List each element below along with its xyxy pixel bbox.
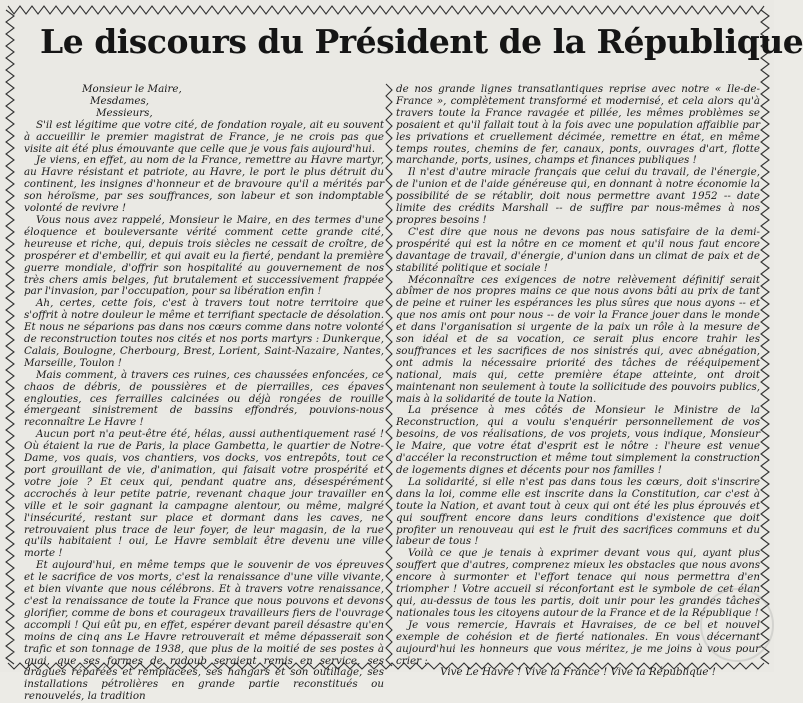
salutation-line: Mesdames,	[90, 94, 150, 107]
salutation-line: Monsieur le Maire,	[82, 83, 182, 95]
salutation-line: Messieurs,	[96, 106, 153, 119]
paragraph: S'il est légitime que votre cité, de fondation royale, ait eu souvent à accueillir le premier magistrat de France, je ne crois pas que visite ait été plus émouvante que celle que je vous fais aujourd'hui.	[24, 118, 384, 155]
archive-stamp	[700, 588, 774, 662]
paragraph: Et aujourd'hui, en même temps que le souvenir de vos épreuves et le sacrifice de vos morts, c'est la renaissance d'une ville vivante, et bien vivante que nous célébrons. Et à travers votre renaissance, c'est la renaissance de toute la France que nous pouvons et devons glorifier, comme de bons et courageux travailleurs fiers de l'ouvrage accompli ! Qui eût pu, en effet, espérer devant pareil désastre qu'en moins de cinq ans Le Havre retrouverait et même dépasserait son trafic et son tonnage de 1938, que plus de la moitié de ses postes à quai, que ses formes de radoub seraient remis en service, ses dragues réparées et remplacées, ses hangars et son outillage, ses installations pétrolières en grande partie reconstitués ou renouvelés, la tradition	[24, 559, 384, 703]
paragraph: Il n'est d'autre miracle français que celui du travail, de l'énergie, de l'union et de l'aide généreuse qui, en donnant à notre économie la possibilité de se rétablir, doit nous permettre avant 1952 -- date limite des crédits Marshall -- de suffire par nous-mêmes à nos propres besoins !	[396, 166, 760, 226]
paragraph: Voilà ce que je tenais à exprimer devant vous qui, ayant plus souffert que d'autres, comprenez mieux les obstacles que nous avons encore à surmonter et l'effort tenace qui nous permettra d'en triompher ! Votre accueil si réconfortant est le symbole de cet élan qui, au-dessus de tous les partis, doit unir pour les grandes tâches nationales tous les citoyens autour de la France et de la République !	[396, 547, 760, 619]
paragraph: La solidarité, si elle n'est pas dans tous les cœurs, doit s'inscrire dans la loi, comme elle est inscrite dans la Constitution, car c'est à toute la Nation, et avant tout à ceux qui ont été les plus éprouvés et qui souffrent encore dans leurs conditions d'existence que doit profiter un renouveau qui est le fruit des sacrifices communs et du labeur de tous !	[396, 475, 760, 548]
paragraph: Mais comment, à travers ces ruines, ces chaussées enfoncées, ce chaos de débris, de poussières et de pierrailles, ces épaves englouties, ces ferrailles calcinées ou déjà rongées de rouille émergeant sinistrement de bassins effondrés, pouvions-nous reconnaître Le Havre !	[24, 368, 384, 429]
closing-line: Vive Le Havre ! Vive la France ! Vive la République !	[440, 666, 716, 679]
paragraph: Je viens, en effet, au nom de la France, remettre au Havre martyr, au Havre résistant et patriote, au Havre, le port le plus détruit du continent, les insignes d'honneur et de bravoure qu'il a mérités par son héroïsme, par ses souffrances, son labeur et son indomptable volonté de revivre !	[24, 154, 384, 215]
paragraph: Méconnaître ces exigences de notre relèvement définitif serait abîmer de nos propres mains ce que nous avons bâti au prix de tant de peine et ruiner les espérances les plus sûres que nous ayons -- et que nos amis ont pour nous -- de voir la France jouer dans le monde et dans l'organisation si urgente de la paix un rôle à la mesure de son idéal et de sa vocation, ce serait plus encore trahir les souffrances et les sacrifices de nos sinistrés qui, avec abnégation, ont admis la nécessaire priorité des tâches de rééquipement national, mais qui, cette première étape atteinte, ont droit maintenant non seulement à toute la sollicitude des pouvoirs publics, mais à la solidarité de toute la Nation.	[396, 273, 760, 405]
right-column	[396, 83, 760, 679]
paragraph: Aucun port n'a peut-être été, hélas, aussi authentiquement rasé ! Où étaient la rue de Paris, la place Gambetta, le quartier de Notre-Dame, vos quais, vos chantiers, vos docks, vos entrepôts, tout ce port grouillant de vie, d'animation, qui faisait votre prospérité et votre joie ? Et ceux qui, pendant quatre ans, désespérément accrochés à leur petite patrie, revenant chaque jour travailler en ville et le soir gagnant la campagne alentour, ou même, malgré l'insécurité, restant sur place et dormant dans les caves, ne retrouvaient plus trace de leur foyer, de leur magasin, de la rue qu'ils habitaient ! oui, Le Havre semblait être devenu une ville morte !	[24, 428, 384, 560]
paragraph: Ah, certes, cette fois, c'est à travers tout notre territoire que s'offrit à notre douleur le même et terrifiant spectacle de désolation. Et nous ne séparions pas dans nos cœurs comme dans notre volonté de reconstruction toutes nos cités et nos ports martyrs : Dunkerque, Calais, Boulogne, Cherbourg, Brest, Lorient, Saint-Nazaire, Nantes, Marseille, Toulon !	[24, 297, 384, 369]
headline: Le discours du Président de la République	[40, 22, 803, 61]
paragraph: Je vous remercie, Havrais et Havraises, de ce bel et nouvel exemple de cohésion et de fierté nationales. En vous décernant aujourd'hui les honneurs que vous méritez, je me joins à vous pour crier :	[396, 618, 760, 667]
paragraph: La présence à mes côtés de Monsieur le Ministre de la Reconstruction, qui a voulu s'enquérir personnellement de vos besoins, de vos réalisations, de vos projets, vous indique, Monsieur le Maire, que votre état d'esprit est le nôtre : l'heure est venue d'accéler la reconstruction et même tout simplement la construction de logements dignes et décents pour nos familles !	[396, 404, 760, 476]
paragraph: de nos grande lignes transatlantiques reprise avec notre « Ile-de-France », complètement transformé et modernisé, et cela alors qu'à travers toute la France ravagée et pillée, les mêmes problèmes se posaient et qu'il fallait tout à la fois avec une population affaiblie par les privations et cruellement décimée, remettre en état, en même temps routes, chemins de fer, canaux, ponts, ouvrages d'art, flotte marchande, ports, usines, champs et finances publiques !	[396, 83, 760, 167]
paragraph: Vous nous avez rappelé, Monsieur le Maire, en des termes d'une éloquence et bouleversante vérité comment cette grande cité, heureuse et riche, qui, depuis trois siècles ne cessait de croître, de prospérer et d'embellir, et qui avait eu la fierté, pendant la première guerre mondiale, d'offrir son hospitalité au gouvernement de nos très chers amis belges, fut brutalement et successivement frappée par l'invasion, par l'occupation, pour sa libération enfin !	[24, 213, 384, 298]
left-column	[24, 83, 384, 703]
paragraph: C'est dire que nous ne devons pas nous satisfaire de la demi-prospérité qui est la nôtre en ce moment et qu'il nous faut encore davantage de travail, d'énergie, d'union dans un climat de paix et de stabilité politique et sociale !	[396, 225, 760, 274]
